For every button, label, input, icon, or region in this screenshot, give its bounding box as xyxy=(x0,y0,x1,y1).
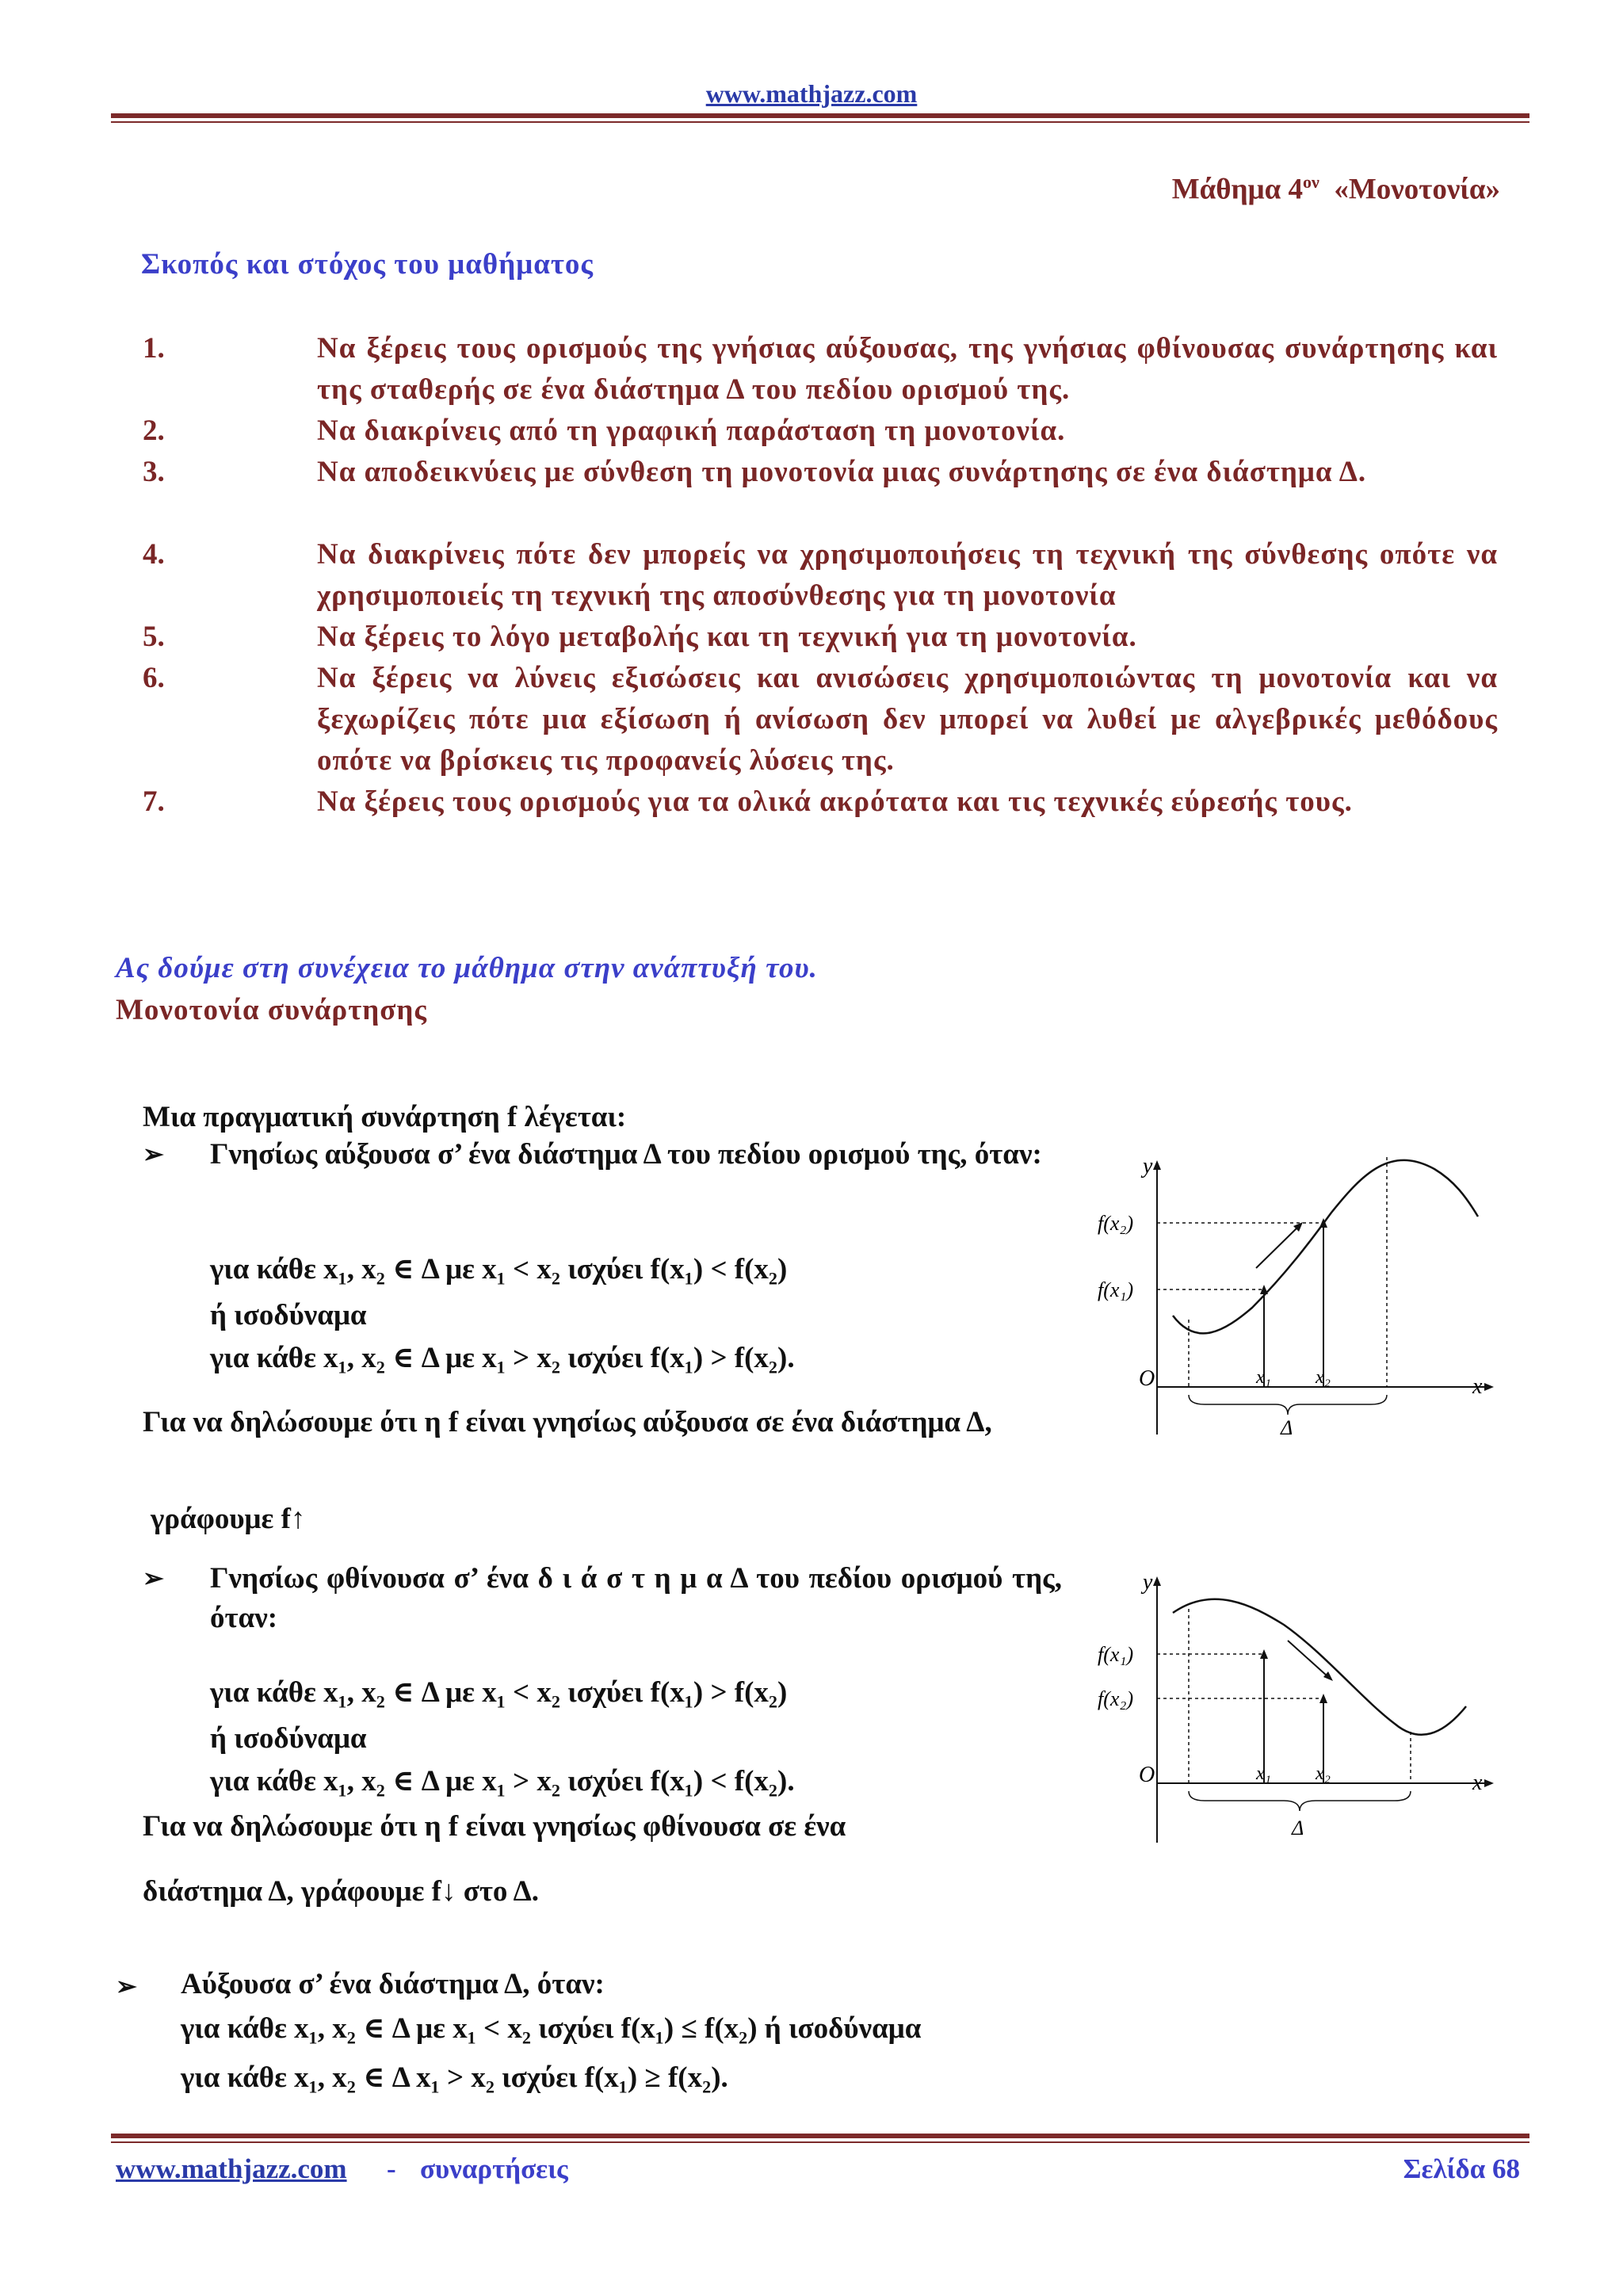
purpose-heading: Σκοπός και στόχος του μαθήματος xyxy=(141,248,594,281)
x1-label: x₁ xyxy=(1256,1763,1271,1784)
footer-site-link[interactable]: www.mathjazz.com xyxy=(116,2153,347,2184)
page-number: Σελίδα 68 xyxy=(1403,2153,1520,2184)
x2-arrow-icon xyxy=(1319,1694,1327,1703)
goal-number: 7. xyxy=(143,785,165,818)
decrease-direction xyxy=(1288,1641,1327,1676)
x2-label: x₂ xyxy=(1316,1367,1331,1388)
delta-label: Δ xyxy=(1281,1416,1293,1439)
header-rule-thin xyxy=(111,121,1529,123)
fx1-label: f(x₁) xyxy=(1098,1643,1134,1666)
decreasing-notation: διάστημα Δ, γράφουμε f↓ στο Δ. xyxy=(143,1875,540,1908)
footer-category: συναρτήσεις xyxy=(420,2153,568,2184)
fx2-label: f(x₂) xyxy=(1098,1687,1134,1710)
fx1-label: f(x₁) xyxy=(1098,1278,1134,1301)
header-site-link[interactable]: www.mathjazz.com xyxy=(705,79,918,108)
function-curve xyxy=(1173,1160,1478,1333)
y-axis-arrow-icon xyxy=(1153,1576,1161,1586)
section-title: Μονοτονία συνάρτησης xyxy=(116,994,428,1026)
increasing-notation: γράφουμε f↑ xyxy=(151,1503,306,1535)
origin-label: O xyxy=(1139,1366,1155,1391)
bullet-arrow-icon: ➢ xyxy=(116,1972,137,2000)
increase-direction xyxy=(1256,1227,1298,1268)
x-axis-arrow-icon xyxy=(1484,1779,1494,1787)
lesson-title xyxy=(1172,172,1500,206)
goal-number: 1. xyxy=(143,332,165,365)
decreasing-graph xyxy=(1094,1565,1506,1866)
header-rule xyxy=(111,113,1529,118)
goal-number: 6. xyxy=(143,662,165,694)
goal-number: 2. xyxy=(143,415,165,447)
goal-text: Να διακρίνεις από τη γραφική παράσταση τη μονοτονία. xyxy=(317,415,1066,447)
footer-separator: - xyxy=(387,2153,396,2184)
decreasing-equivalently: ή ισοδύναμα xyxy=(210,1722,367,1755)
goal-number: 5. xyxy=(143,621,165,653)
x-label: x xyxy=(1472,1771,1483,1795)
definition-intro: Μια πραγματική συνάρτηση f λέγεται: xyxy=(143,1101,627,1133)
footer-rule-thin xyxy=(111,2141,1529,2143)
y-axis-arrow-icon xyxy=(1153,1160,1161,1170)
increasing-note: Για να δηλώσουμε ότι η f είναι γνησίως αύξουσα σε ένα διάστημα Δ, xyxy=(143,1406,992,1438)
fx2-label: f(x₂) xyxy=(1098,1212,1134,1235)
goal-text: Να αποδεικνύεις με σύνθεση τη μονοτονία μιας συνάρτησης σε ένα διάστημα Δ. xyxy=(317,456,1367,488)
function-curve xyxy=(1173,1599,1466,1735)
decreasing-title: Γνησίως φθίνουσα σ’ ένα δ ι ά σ τ η μ α Δ του πεδίου ορισμού της, όταν: xyxy=(210,1562,1062,1634)
lesson-title-text: Μάθημα 4 xyxy=(1171,173,1303,206)
delta-brace xyxy=(1189,1791,1411,1811)
x-axis-arrow-icon xyxy=(1484,1383,1494,1391)
lesson-topic: «Μονοτονία» xyxy=(1334,173,1500,206)
decreasing-note: Για να δηλώσουμε ότι η f είναι γνησίως φθίνουσα σε ένα xyxy=(143,1810,846,1843)
origin-label: O xyxy=(1139,1763,1155,1787)
increasing-title: Γνησίως αύξουσα σ’ ένα διάστημα Δ του πεδίου ορισμού της, όταν: xyxy=(210,1138,1042,1171)
bullet-arrow-icon: ➢ xyxy=(143,1564,164,1592)
footer-rule xyxy=(111,2134,1529,2138)
increasing-condition-1: για κάθε x₁, x₂ ∈ Δ με x₁ < x₂ ισχύει f(x₁) < f(x₂) xyxy=(210,1253,788,1286)
bullet-arrow-icon: ➢ xyxy=(143,1140,164,1168)
y-label: y xyxy=(1143,1154,1153,1179)
x-label: x xyxy=(1472,1374,1483,1399)
nondecreasing-condition-2: για κάθε x₁, x₂ ∈ Δ x₁ > x₂ ισχύει f(x₁) ≥ f(x₂). xyxy=(181,2061,728,2094)
delta-brace xyxy=(1189,1395,1387,1415)
goal-number: 4. xyxy=(143,538,165,571)
x1-label: x₁ xyxy=(1256,1367,1271,1388)
nondecreasing-title: Αύξουσα σ’ ένα διάστημα Δ, όταν: xyxy=(181,1968,605,2000)
intro-line: Ας δούμε στη συνέχεια το μάθημα στην ανάπτυξή του. xyxy=(116,952,818,984)
goal-text: Να ξέρεις τους ορισμούς της γνήσιας αύξουσας, της γνήσιας φθίνουσας συνάρτησης και της σταθερής σε ένα διάστημα Δ του πεδίου ορισμού της. xyxy=(317,332,1498,406)
goal-text: Να ξέρεις τους ορισμούς για τα ολικά ακρότατα και τις τεχνικές εύρεσής τους. xyxy=(317,785,1353,818)
increasing-graph xyxy=(1094,1149,1506,1450)
delta-label: Δ xyxy=(1292,1817,1304,1839)
nondecreasing-condition-1: για κάθε x₁, x₂ ∈ Δ με x₁ < x₂ ισχύει f(x₁) ≤ f(x₂) ή ισοδύναμα xyxy=(181,2012,922,2045)
y-label: y xyxy=(1143,1570,1153,1595)
goal-text: Να ξέρεις το λόγο μεταβολής και τη τεχνική για τη μονοτονία. xyxy=(317,621,1137,653)
decreasing-condition-1: για κάθε x₁, x₂ ∈ Δ με x₁ < x₂ ισχύει f(x₁) > f(x₂) xyxy=(210,1676,788,1709)
increasing-equivalently: ή ισοδύναμα xyxy=(210,1299,367,1331)
goal-text: Να ξέρεις να λύνεις εξισώσεις και ανισώσεις χρησιμοποιώντας τη μονοτονία και να ξεχωρίζεις πότε μια εξίσωση ή ανίσωση δεν μπορεί να λυθεί με αλγεβρικές μεθόδους οπότε να βρίσκεις τις προφανείς λύσεις της. xyxy=(317,662,1498,777)
decreasing-condition-2: για κάθε x₁, x₂ ∈ Δ με x₁ > x₂ ισχύει f(x₁) < f(x₂). xyxy=(210,1765,795,1797)
x2-label: x₂ xyxy=(1316,1763,1331,1784)
goal-text: Να διακρίνεις πότε δεν μπορείς να χρησιμοποιήσεις τη τεχνική της σύνθεσης οπότε να χρησιμοποιείς τη τεχνική της αποσύνθεσης για τη μονοτονία xyxy=(317,538,1498,612)
increasing-condition-2: για κάθε x₁, x₂ ∈ Δ με x₁ > x₂ ισχύει f(x₁) > f(x₂). xyxy=(210,1342,795,1374)
goal-number: 3. xyxy=(143,456,165,488)
lesson-title-sup: ον xyxy=(1302,172,1319,192)
